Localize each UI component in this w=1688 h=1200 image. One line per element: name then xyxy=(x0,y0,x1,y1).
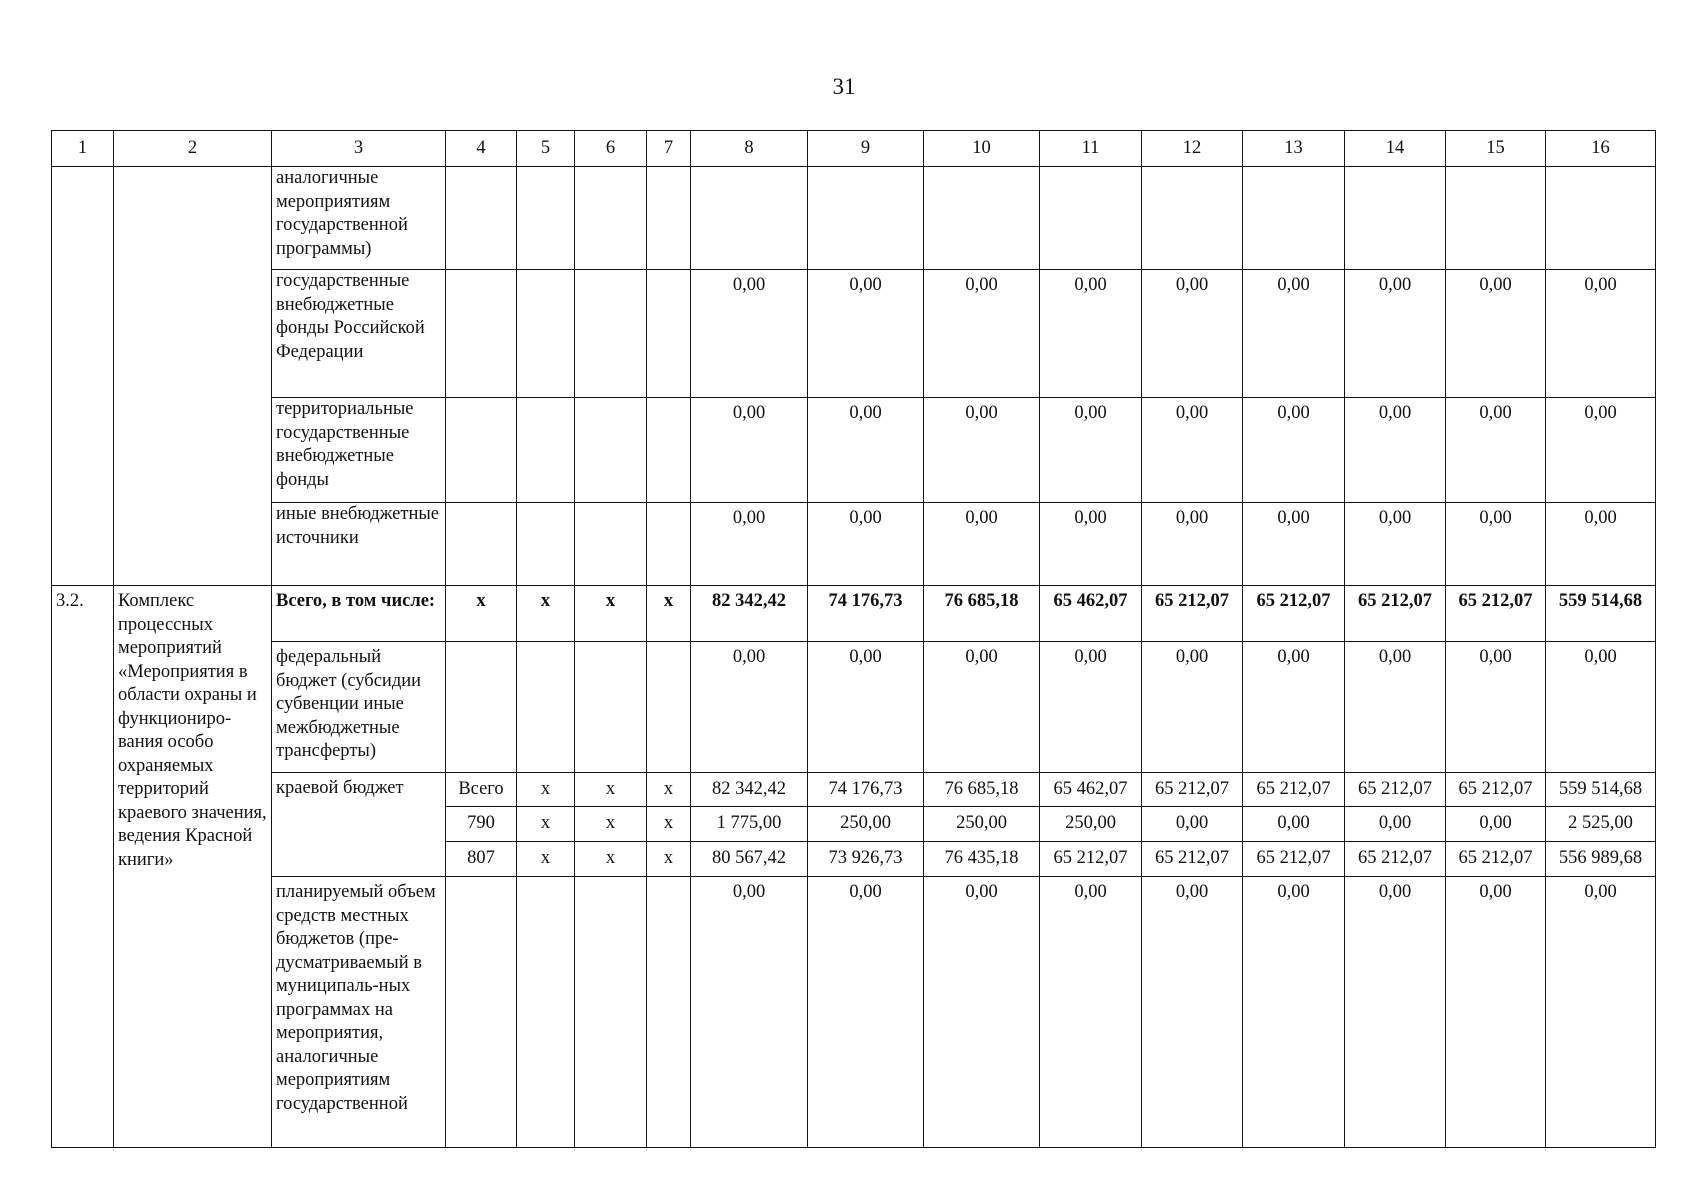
code-cell: х xyxy=(446,586,517,642)
value-cell: 65 212,07 xyxy=(1446,842,1546,877)
value-cell: 65 212,07 xyxy=(1345,586,1446,642)
empty-cell xyxy=(446,503,517,586)
value-cell: 0,00 xyxy=(1243,877,1345,1148)
value-cell: 0,00 xyxy=(1546,503,1656,586)
value-cell: 65 212,07 xyxy=(1345,842,1446,877)
value-cell: 0,00 xyxy=(691,877,808,1148)
header-cell: 6 xyxy=(575,131,647,167)
source-cell: Всего, в том числе: xyxy=(272,586,446,642)
value-cell: 73 926,73 xyxy=(808,842,924,877)
header-row xyxy=(52,131,1656,167)
value-cell: 556 989,68 xyxy=(1546,842,1656,877)
source-cell: федеральный бюджет (субсидии субвенции иные межбюджетные трансферты) xyxy=(272,642,446,773)
empty-cell xyxy=(446,642,517,773)
source-cell: планируемый объем средств местных бюджетов (пре-дусматриваемый в муниципаль-ных программах на мероприятия, аналогичные мероприятиям государственной xyxy=(272,877,446,1148)
code-cell: 790 xyxy=(446,807,517,842)
empty-cell xyxy=(575,877,647,1148)
empty-cell xyxy=(517,167,575,270)
value-cell: 0,00 xyxy=(1243,642,1345,773)
value-cell: 250,00 xyxy=(1040,807,1142,842)
value-cell: 65 212,07 xyxy=(1446,773,1546,807)
empty-cell xyxy=(647,503,691,586)
value-cell: 250,00 xyxy=(808,807,924,842)
value-cell: 0,00 xyxy=(924,398,1040,503)
value-cell: 0,00 xyxy=(924,503,1040,586)
value-cell: 0,00 xyxy=(808,642,924,773)
value-cell: 0,00 xyxy=(1446,503,1546,586)
code-cell: х xyxy=(575,773,647,807)
header-cell: 14 xyxy=(1345,131,1446,167)
header-cell: 1 xyxy=(52,131,114,167)
empty-cell xyxy=(1345,167,1446,270)
value-cell: 0,00 xyxy=(1243,398,1345,503)
empty-cell xyxy=(517,270,575,398)
empty-cell xyxy=(517,877,575,1148)
value-cell: 0,00 xyxy=(1546,642,1656,773)
code-cell: х xyxy=(647,807,691,842)
empty-cell xyxy=(1040,167,1142,270)
value-cell: 0,00 xyxy=(1243,807,1345,842)
value-cell: 0,00 xyxy=(1040,642,1142,773)
value-cell: 0,00 xyxy=(1040,503,1142,586)
header-cell: 15 xyxy=(1446,131,1546,167)
header-cell: 16 xyxy=(1546,131,1656,167)
empty-cell xyxy=(575,167,647,270)
code-cell: х xyxy=(517,842,575,877)
source-cell: территориальные государственные внебюджетные фонды xyxy=(272,398,446,503)
empty-cell xyxy=(575,398,647,503)
value-cell: 559 514,68 xyxy=(1546,773,1656,807)
code-cell: х xyxy=(517,807,575,842)
empty-cell xyxy=(517,503,575,586)
source-cell: иные внебюджетные источники xyxy=(272,503,446,586)
empty-cell xyxy=(647,167,691,270)
financing-table xyxy=(51,130,1656,1148)
value-cell: 0,00 xyxy=(1142,642,1243,773)
empty-cell xyxy=(575,642,647,773)
empty-cell xyxy=(808,167,924,270)
value-cell: 0,00 xyxy=(1345,877,1446,1148)
value-cell: 0,00 xyxy=(1546,398,1656,503)
value-cell: 82 342,42 xyxy=(691,773,808,807)
value-cell: 65 212,07 xyxy=(1243,842,1345,877)
value-cell: 0,00 xyxy=(1446,807,1546,842)
page-number: 31 xyxy=(832,74,856,99)
header-cell: 12 xyxy=(1142,131,1243,167)
value-cell: 0,00 xyxy=(1345,270,1446,398)
empty-cell xyxy=(647,642,691,773)
item-number: 3.2. xyxy=(52,586,114,1148)
value-cell: 80 567,42 xyxy=(691,842,808,877)
table-row xyxy=(52,167,1656,270)
value-cell: 0,00 xyxy=(1243,270,1345,398)
value-cell: 74 176,73 xyxy=(808,586,924,642)
value-cell: 65 212,07 xyxy=(1243,773,1345,807)
value-cell: 0,00 xyxy=(1446,270,1546,398)
header-cell: 3 xyxy=(272,131,446,167)
value-cell: 0,00 xyxy=(1040,398,1142,503)
value-cell: 0,00 xyxy=(924,877,1040,1148)
header-cell: 10 xyxy=(924,131,1040,167)
value-cell: 0,00 xyxy=(1345,642,1446,773)
value-cell: 0,00 xyxy=(691,398,808,503)
source-cell: аналогичные мероприятиям государственной программы) xyxy=(272,167,446,270)
code-cell: х xyxy=(647,773,691,807)
value-cell: 0,00 xyxy=(1142,270,1243,398)
value-cell: 74 176,73 xyxy=(808,773,924,807)
empty-cell xyxy=(446,398,517,503)
empty-cell xyxy=(1546,167,1656,270)
value-cell: 0,00 xyxy=(1345,807,1446,842)
value-cell: 0,00 xyxy=(1446,877,1546,1148)
code-cell: х xyxy=(517,586,575,642)
value-cell: 76 685,18 xyxy=(924,773,1040,807)
value-cell: 0,00 xyxy=(1142,503,1243,586)
header-cell: 9 xyxy=(808,131,924,167)
table-row xyxy=(52,398,1656,503)
code-cell: х xyxy=(647,586,691,642)
empty-cell xyxy=(517,642,575,773)
value-cell: 2 525,00 xyxy=(1546,807,1656,842)
blank-cell xyxy=(52,167,114,586)
code-cell: х xyxy=(647,842,691,877)
code-cell: х xyxy=(575,586,647,642)
header-cell: 11 xyxy=(1040,131,1142,167)
header-cell: 8 xyxy=(691,131,808,167)
empty-cell xyxy=(647,877,691,1148)
value-cell: 0,00 xyxy=(924,642,1040,773)
code-cell: х xyxy=(575,842,647,877)
value-cell: 65 462,07 xyxy=(1040,586,1142,642)
empty-cell xyxy=(691,167,808,270)
table-row xyxy=(52,586,1656,642)
value-cell: 65 462,07 xyxy=(1040,773,1142,807)
value-cell: 0,00 xyxy=(1446,642,1546,773)
value-cell: 65 212,07 xyxy=(1142,586,1243,642)
value-cell: 65 212,07 xyxy=(1142,842,1243,877)
value-cell: 0,00 xyxy=(808,398,924,503)
empty-cell xyxy=(647,270,691,398)
value-cell: 559 514,68 xyxy=(1546,586,1656,642)
value-cell: 65 212,07 xyxy=(1446,586,1546,642)
value-cell: 0,00 xyxy=(1040,877,1142,1148)
empty-cell xyxy=(924,167,1040,270)
value-cell: 0,00 xyxy=(808,877,924,1148)
empty-cell xyxy=(1446,167,1546,270)
header-cell: 13 xyxy=(1243,131,1345,167)
header-cell: 5 xyxy=(517,131,575,167)
value-cell: 65 212,07 xyxy=(1243,586,1345,642)
empty-cell xyxy=(575,503,647,586)
empty-cell xyxy=(446,270,517,398)
code-cell: Всего xyxy=(446,773,517,807)
value-cell: 0,00 xyxy=(808,270,924,398)
value-cell: 250,00 xyxy=(924,807,1040,842)
value-cell: 0,00 xyxy=(924,270,1040,398)
blank-cell xyxy=(114,167,272,586)
value-cell: 0,00 xyxy=(1142,398,1243,503)
header-cell: 4 xyxy=(446,131,517,167)
table-row xyxy=(52,773,1656,807)
value-cell: 0,00 xyxy=(1243,503,1345,586)
table-row xyxy=(52,270,1656,398)
header-cell: 7 xyxy=(647,131,691,167)
value-cell: 0,00 xyxy=(1446,398,1546,503)
value-cell: 0,00 xyxy=(1546,877,1656,1148)
value-cell: 76 435,18 xyxy=(924,842,1040,877)
table-row xyxy=(52,877,1656,1148)
value-cell: 0,00 xyxy=(691,642,808,773)
value-cell: 76 685,18 xyxy=(924,586,1040,642)
empty-cell xyxy=(446,167,517,270)
header-cell: 2 xyxy=(114,131,272,167)
empty-cell xyxy=(1142,167,1243,270)
value-cell: 0,00 xyxy=(691,270,808,398)
value-cell: 0,00 xyxy=(1040,270,1142,398)
code-cell: х xyxy=(575,807,647,842)
code-cell: 807 xyxy=(446,842,517,877)
empty-cell xyxy=(517,398,575,503)
value-cell: 65 212,07 xyxy=(1142,773,1243,807)
table-row xyxy=(52,642,1656,773)
value-cell: 0,00 xyxy=(691,503,808,586)
value-cell: 65 212,07 xyxy=(1040,842,1142,877)
value-cell: 65 212,07 xyxy=(1345,773,1446,807)
value-cell: 0,00 xyxy=(1142,877,1243,1148)
value-cell: 82 342,42 xyxy=(691,586,808,642)
item-name: Комплекс процессных мероприятий «Мероприятия в области охраны и функциониро-вания особо охраняемых территорий краевого значения, ведения Красной книги» xyxy=(114,586,272,1148)
value-cell: 0,00 xyxy=(1546,270,1656,398)
empty-cell xyxy=(446,877,517,1148)
value-cell: 0,00 xyxy=(1345,503,1446,586)
value-cell: 1 775,00 xyxy=(691,807,808,842)
value-cell: 0,00 xyxy=(808,503,924,586)
empty-cell xyxy=(647,398,691,503)
empty-cell xyxy=(575,270,647,398)
source-cell: государственные внебюджетные фонды Российской Федерации xyxy=(272,270,446,398)
table-row xyxy=(52,503,1656,586)
value-cell: 0,00 xyxy=(1142,807,1243,842)
code-cell: х xyxy=(517,773,575,807)
value-cell: 0,00 xyxy=(1345,398,1446,503)
empty-cell xyxy=(1243,167,1345,270)
source-cell: краевой бюджет xyxy=(272,773,446,877)
